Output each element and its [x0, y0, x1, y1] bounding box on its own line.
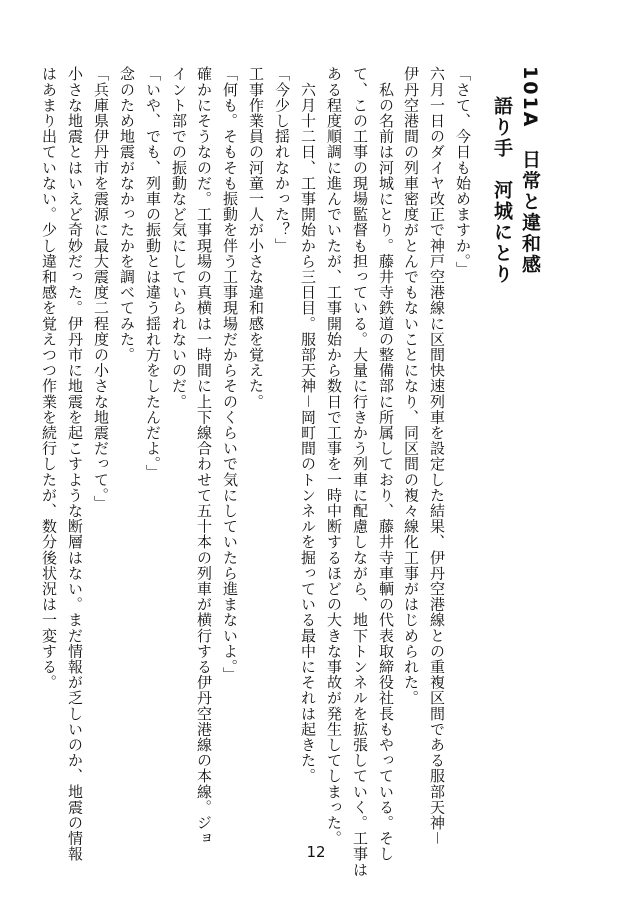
- text-column: 工事作業員の河童一人が小さな違和感を覚えた。: [247, 66, 265, 410]
- page-number: 12: [306, 843, 326, 861]
- text-column: 小さな地震とはいえど奇妙だった。伊丹市に地震を起こすような断層はない。まだ情報が乏しいのか、地震の情報: [66, 66, 84, 862]
- text-column: 六月一日のダイヤ改正で神戸空港線に区間快速列車を設定した結果、伊丹空港線との重複区間である服部天神－: [428, 66, 446, 846]
- text-column: て、この工事の現場監督も担っている。大量に行きかう列車に配慮しながら、地下トンネルを拡張していく。工事は: [351, 66, 369, 878]
- text-column: 「さて、今日も始めますか。」: [454, 66, 472, 277]
- text-column: ある程度順調に進んでいたが、工事開始から数日で工事を一時中断するほどの大きな事故が発生してしまった。: [325, 66, 343, 846]
- text-column: 「いや、でも、列車の振動とは違う揺れ方をしたんだよ。」: [144, 66, 162, 480]
- text-column: 六月十二日、工事開始から三日目。服部天神－岡町間のトンネルを掘っている最中にそれは起きた。: [299, 66, 317, 784]
- text-column: 「今少し揺れなかった？」: [273, 66, 291, 254]
- narrator-line: 語り手 河城にとり: [491, 96, 513, 285]
- text-column: 念のため地震がなかったかを調べてみた。: [118, 66, 136, 363]
- text-column: 「何も。そもそも振動を伴う工事現場だからそのくらいで気にしていたら進まないよ。」: [221, 66, 239, 683]
- text-column: 私の名前は河城にとり。藤井寺鉄道の整備部に所属しており、藤井寺車輌の代表取締役社長もやっている。そし: [377, 66, 395, 862]
- text-column: 確かにそうなのだ。工事現場の真横は一時間に上下線合わせて五十本の列車が横行する伊丹空港線の本線。ジョ: [195, 66, 213, 846]
- text-column: 「兵庫県伊丹市を震源に最大震度二程度の小さな地震だって。」: [92, 66, 110, 511]
- text-column: はあまり出ていない。少し違和感を覚えつつ作業を続行したが、数分後状況は一変する。: [40, 66, 58, 690]
- text-column: イント部での振動など気にしていられないのだ。: [170, 66, 188, 410]
- text-column: 伊丹空港間の列車密度がとんでもないことになり、同区間の複々線化工事がはじめられた。: [402, 66, 420, 706]
- chapter-title: 101A 日常と違和感: [519, 66, 541, 276]
